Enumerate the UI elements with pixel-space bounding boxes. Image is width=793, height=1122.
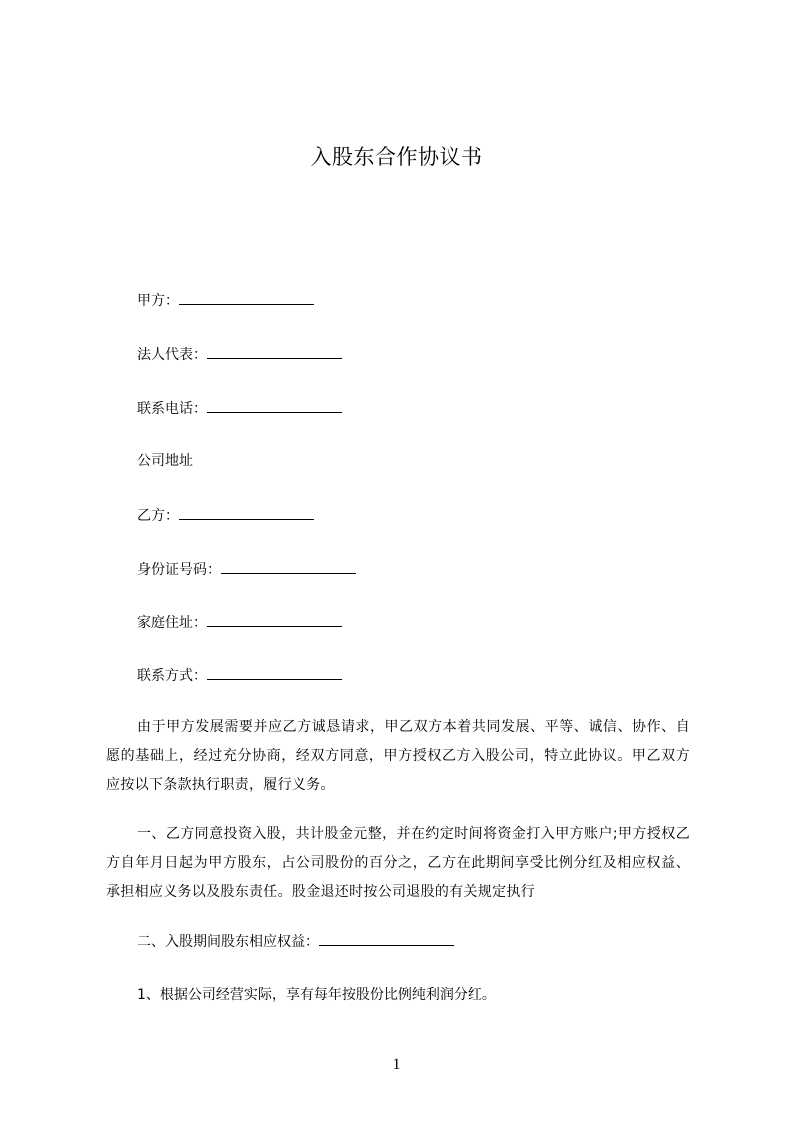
clause-2-blank[interactable]: [319, 931, 454, 946]
clause-1-paragraph: 一、乙方同意投资入股，共计股金元整，并在约定时间将资金打入甲方账户;甲方授权乙方自年月日起为甲方股东，占公司股份的百分之，乙方在此期间享受比例分红及相应权益、承担相应义务以及股东责任。股金退还时按公司退股的有关规定执行: [106, 826, 690, 900]
home-address-field: [137, 612, 342, 633]
id-number-label: 身份证号码：: [137, 562, 221, 578]
home-address-label: 家庭住址：: [137, 615, 207, 631]
intro-paragraph: 由于甲方发展需要并应乙方诚恳请求，甲乙双方本着共同发展、平等、诚信、协作、自愿的基础上，经过充分协商，经双方同意，甲方授权乙方入股公司，特立此协议。甲乙双方应按以下条款执行职责，履行义务。: [106, 719, 690, 793]
home-address-blank[interactable]: [207, 612, 342, 627]
party-a-label: 甲方：: [137, 293, 179, 309]
id-number-field: [137, 559, 356, 580]
legal-rep-field: [137, 344, 342, 365]
document-title: 入股东合作协议书: [310, 145, 483, 169]
legal-rep-blank[interactable]: [207, 344, 342, 359]
party-b-field: [137, 505, 314, 526]
clause-2-item-1-text: 1、根据公司经营实际，享有每年按股份比例纯利润分红。: [137, 987, 496, 1003]
contact-field: [137, 665, 342, 686]
clause-2-item-1: [137, 985, 496, 1005]
phone-label: 联系电话：: [137, 401, 207, 417]
clause-2-label: 二、入股期间股东相应权益：: [137, 934, 319, 950]
phone-field: [137, 398, 342, 419]
company-address-field: [137, 451, 193, 471]
contact-label: 联系方式：: [137, 668, 207, 684]
phone-blank[interactable]: [207, 398, 342, 413]
party-b-label: 乙方：: [137, 508, 179, 524]
party-b-blank[interactable]: [179, 505, 314, 520]
id-number-blank[interactable]: [221, 559, 356, 574]
party-a-blank[interactable]: [179, 290, 314, 305]
party-a-field: [137, 290, 314, 311]
clause-2-field: [137, 931, 454, 952]
legal-rep-label: 法人代表：: [137, 347, 207, 363]
contact-blank[interactable]: [207, 665, 342, 680]
company-address-label: 公司地址: [137, 453, 193, 469]
page-number: 1: [392, 1056, 401, 1073]
